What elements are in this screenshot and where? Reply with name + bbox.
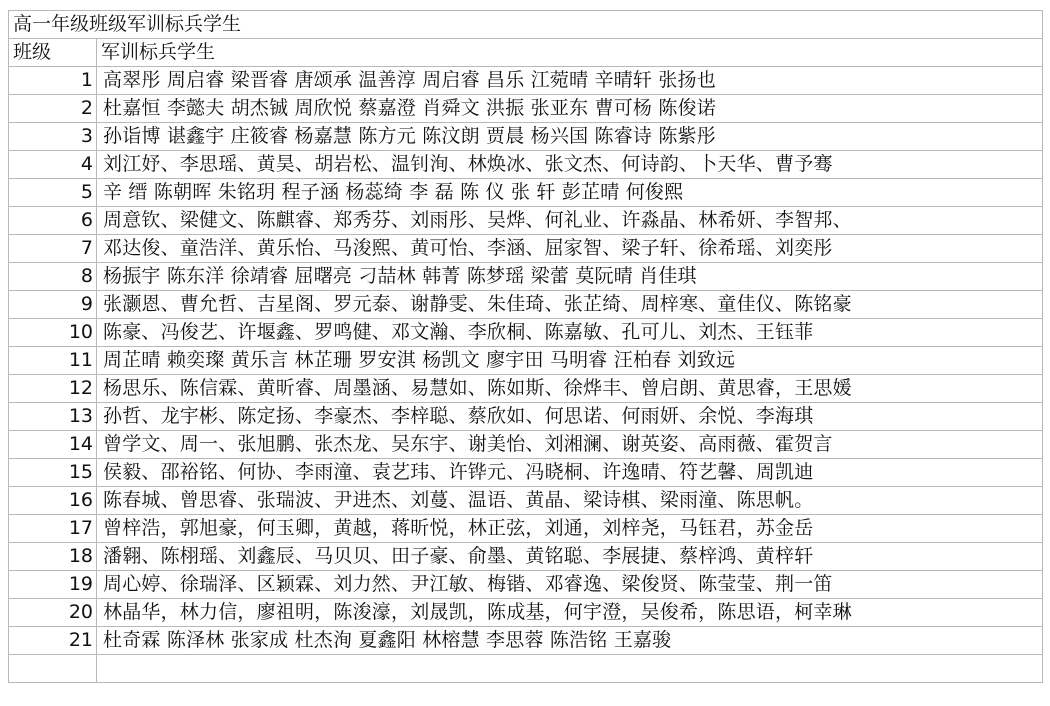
table-row [9, 95, 1043, 123]
table-row [9, 403, 1043, 431]
table-row [9, 627, 1043, 655]
table-row [9, 515, 1043, 543]
table-row [9, 291, 1043, 319]
student-names-cell[interactable]: 杨思乐、陈信霖、黄昕睿、周墨涵、易慧如、陈如斯、徐烨丰、曾启朗、黄思睿，王思媛 [97, 375, 1043, 403]
table-row [9, 123, 1043, 151]
class-number-cell[interactable]: 5 [9, 179, 97, 207]
class-number-cell[interactable]: 1 [9, 67, 97, 95]
class-number-cell[interactable]: 8 [9, 263, 97, 291]
class-number-cell[interactable]: 20 [9, 599, 97, 627]
student-names-cell[interactable]: 曾梓浩，郭旭豪，何玉卿，黄越，蒋昕悦，林正弦，刘通，刘梓尧，马钰君，苏金岳 [97, 515, 1043, 543]
student-names-cell[interactable]: 张灏恩、曹允哲、吉星阁、罗元泰、谢静雯、朱佳琦、张芷绮、周梓寒、童佳仪、陈铭豪 [97, 291, 1043, 319]
table-row [9, 431, 1043, 459]
table-row [9, 179, 1043, 207]
title-row [9, 11, 1043, 39]
header-class[interactable]: 班级 [9, 39, 97, 67]
table-row [9, 487, 1043, 515]
header-students[interactable]: 军训标兵学生 [97, 39, 1043, 67]
table-row [9, 235, 1043, 263]
class-number-cell[interactable]: 14 [9, 431, 97, 459]
spreadsheet-table [8, 10, 1043, 683]
table-row [9, 543, 1043, 571]
student-names-cell[interactable]: 林晶华，林力信，廖祖明，陈浚濠，刘晟凯，陈成基，何宇澄，吴俊希，陈思语，柯幸琳 [97, 599, 1043, 627]
student-names-cell[interactable]: 杜嘉恒 李懿夫 胡杰铖 周欣悦 蔡嘉澄 肖舜文 洪振 张亚东 曹可杨 陈俊诺 [97, 95, 1043, 123]
student-names-cell[interactable]: 杨振宇 陈东洋 徐靖睿 屈曙亮 刁喆林 韩菁 陈梦瑶 梁蕾 莫阮晴 肖佳琪 [97, 263, 1043, 291]
student-names-cell[interactable]: 孙诣博 谌鑫宇 庄筱睿 杨嘉慧 陈方元 陈汶朗 贾晨 杨兴国 陈睿诗 陈紫彤 [97, 123, 1043, 151]
class-number-cell[interactable]: 4 [9, 151, 97, 179]
class-number-cell[interactable]: 11 [9, 347, 97, 375]
student-names-cell[interactable]: 周意钦、梁健文、陈麒睿、郑秀芬、刘雨彤、吴烨、何礼业、许淼晶、林希妍、李智邦、 [97, 207, 1043, 235]
table-row [9, 151, 1043, 179]
class-number-cell[interactable]: 15 [9, 459, 97, 487]
header-row [9, 39, 1043, 67]
class-number-cell[interactable]: 12 [9, 375, 97, 403]
table-row [9, 459, 1043, 487]
class-number-cell[interactable]: 21 [9, 627, 97, 655]
class-number-cell[interactable]: 6 [9, 207, 97, 235]
spreadsheet-body [9, 11, 1043, 683]
class-number-cell[interactable]: 10 [9, 319, 97, 347]
class-number-cell[interactable]: 13 [9, 403, 97, 431]
class-number-cell[interactable]: 7 [9, 235, 97, 263]
class-number-cell[interactable]: 18 [9, 543, 97, 571]
student-names-cell[interactable]: 周心婷、徐瑞泽、区颖霖、刘力然、尹江敏、梅锴、邓睿逸、梁俊贤、陈莹莹、荆一笛 [97, 571, 1043, 599]
student-names-cell[interactable]: 曾学文、周一、张旭鹏、张杰龙、吴东宇、谢美怡、刘湘澜、谢英姿、高雨薇、霍贺言 [97, 431, 1043, 459]
student-names-cell[interactable]: 潘翱、陈栩瑶、刘鑫辰、马贝贝、田子豪、俞墨、黄铭聪、李展捷、蔡梓鸿、黄梓轩 [97, 543, 1043, 571]
table-row [9, 67, 1043, 95]
empty-cell[interactable] [97, 655, 1043, 683]
table-row [9, 347, 1043, 375]
student-names-cell[interactable]: 陈春城、曾思睿、张瑞波、尹进杰、刘蔓、温语、黄晶、梁诗棋、梁雨潼、陈思帆。 [97, 487, 1043, 515]
student-names-cell[interactable]: 邓达俊、童浩洋、黄乐怡、马浚熙、黄可怡、李涵、屈家智、梁子轩、徐希瑶、刘奕彤 [97, 235, 1043, 263]
student-names-cell[interactable]: 刘江妤、李思瑶、黄昊、胡岩松、温钊洵、林焕冰、张文杰、何诗韵、卜天华、曹予骞 [97, 151, 1043, 179]
empty-cell[interactable] [9, 655, 97, 683]
student-names-cell[interactable]: 杜奇霖 陈泽林 张家成 杜杰洵 夏鑫阳 林榕慧 李思蓉 陈浩铭 王嘉骏 [97, 627, 1043, 655]
table-row [9, 319, 1043, 347]
student-names-cell[interactable]: 高翠彤 周启睿 梁晋睿 唐颂承 温善淳 周启睿 昌乐 江菀晴 辛晴轩 张扬也 [97, 67, 1043, 95]
student-names-cell[interactable]: 孙哲、龙宇彬、陈定扬、李豪杰、李梓聪、蔡欣如、何思诺、何雨妍、余悦、李海琪 [97, 403, 1043, 431]
table-row [9, 263, 1043, 291]
student-names-cell[interactable]: 周芷晴 赖奕璨 黄乐言 林芷珊 罗安淇 杨凯文 廖宇田 马明睿 汪柏春 刘致远 [97, 347, 1043, 375]
table-row [9, 571, 1043, 599]
student-names-cell[interactable]: 辛 缙 陈朝晖 朱铭玥 程子涵 杨蕊绮 李 磊 陈 仪 张 轩 彭芷晴 何俊熙 [97, 179, 1043, 207]
student-names-cell[interactable]: 陈豪、冯俊艺、许堰鑫、罗鸣健、邓文瀚、李欣桐、陈嘉敏、孔可儿、刘杰、王钰菲 [97, 319, 1043, 347]
table-row [9, 375, 1043, 403]
class-number-cell[interactable]: 16 [9, 487, 97, 515]
class-number-cell[interactable]: 2 [9, 95, 97, 123]
student-names-cell[interactable]: 侯毅、邵裕铭、何协、李雨潼、袁艺玮、许铧元、冯晓桐、许逸晴、符艺馨、周凯迪 [97, 459, 1043, 487]
class-number-cell[interactable]: 3 [9, 123, 97, 151]
table-row [9, 599, 1043, 627]
table-row [9, 207, 1043, 235]
class-number-cell[interactable]: 9 [9, 291, 97, 319]
class-number-cell[interactable]: 17 [9, 515, 97, 543]
sheet-title[interactable]: 高一年级班级军训标兵学生 [9, 11, 1043, 39]
class-number-cell[interactable]: 19 [9, 571, 97, 599]
empty-row [9, 655, 1043, 683]
